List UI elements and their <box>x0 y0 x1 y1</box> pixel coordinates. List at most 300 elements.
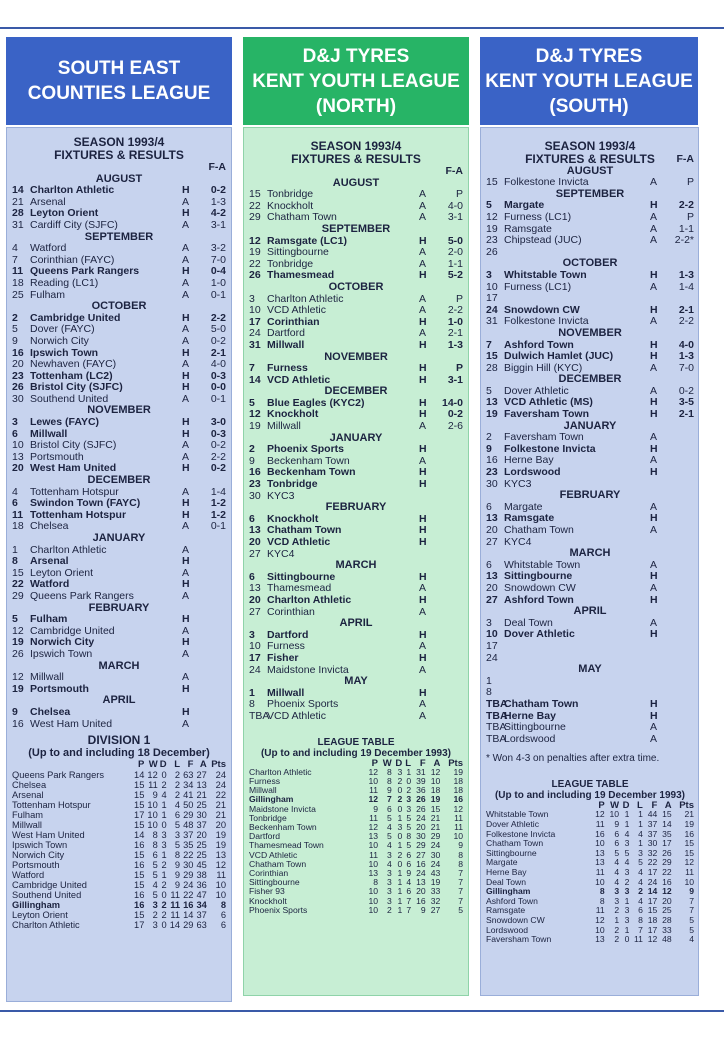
fixture-opponent <box>504 687 650 699</box>
fixture-score: 4-0 <box>447 199 463 212</box>
fixtures-list <box>12 174 226 731</box>
table-cell: 27 <box>430 904 441 915</box>
fixture-date: 17 <box>486 639 498 652</box>
table-cell: 36 <box>416 785 426 796</box>
table-cell: 4 <box>614 876 620 887</box>
fixture-date: 13 <box>249 524 261 537</box>
fixture-score <box>437 572 463 584</box>
fixture-opponent: Fulham <box>30 614 68 626</box>
fixture-venue: A <box>419 188 427 201</box>
fixture-score <box>437 641 463 653</box>
table-cell: 7 <box>406 895 412 906</box>
table-cell: 16 <box>662 876 672 887</box>
table-cell: 8 <box>638 915 643 925</box>
table-cell: 6 <box>406 858 412 869</box>
team-name: Chatham Town <box>249 858 307 869</box>
fixture-venue: A <box>419 698 427 711</box>
fixture-row <box>486 583 694 595</box>
fixture-opponent: KYC3 <box>504 478 532 490</box>
table-row <box>249 906 463 915</box>
fixture-venue: A <box>419 605 427 618</box>
fixture-venue: A <box>419 709 427 722</box>
table-cell: 19 <box>215 830 226 841</box>
table-cell: 25 <box>662 905 672 916</box>
fixture-row <box>486 676 694 688</box>
table-cell: 1 <box>406 766 412 777</box>
fixture-venue <box>650 247 668 259</box>
table-cell: 3 <box>624 905 630 916</box>
fixture-opponent: Sittingbourne <box>504 722 566 734</box>
fixture-row <box>249 409 463 421</box>
table-cell: 14 <box>662 819 672 830</box>
fixture-row <box>12 440 226 452</box>
table-cell: 13 <box>595 934 605 945</box>
team-name: Maidstone Invicta <box>249 803 316 814</box>
table-row <box>12 780 226 790</box>
fixture-venue: H <box>182 369 190 382</box>
team-name: Chatham Town <box>486 838 544 849</box>
table-cell: 4 <box>624 828 630 839</box>
fixture-date: 30 <box>486 477 498 490</box>
fixture-score: 7-0 <box>678 361 694 374</box>
fixture-date: 6 <box>12 427 18 440</box>
fixture-row <box>486 618 694 630</box>
fixtures-title: FIXTURES & RESULTS <box>525 152 655 166</box>
fixtures-list <box>249 178 463 723</box>
table-row <box>12 810 226 820</box>
fixture-score <box>200 579 226 591</box>
table-cell: 1 <box>397 867 403 878</box>
table-cell: 5 <box>406 840 412 851</box>
fixture-venue: A <box>650 361 658 374</box>
table-cell: 0 <box>161 920 167 931</box>
fixture-date: 6 <box>249 570 255 583</box>
table-cell: 3 <box>638 847 643 858</box>
header-line: (NORTH) <box>315 95 397 117</box>
header-kent-south <box>480 37 698 125</box>
fixture-venue: A <box>182 671 190 684</box>
fixture-venue: H <box>182 265 190 278</box>
table-cell: 3 <box>624 886 630 897</box>
fixture-date: 8 <box>249 698 255 711</box>
fixture-row <box>486 200 694 212</box>
fixture-date: 3 <box>249 628 255 641</box>
fixture-venue: A <box>182 485 190 498</box>
fixture-date: 13 <box>486 512 498 525</box>
fixture-score <box>200 684 226 696</box>
table-cell: 3 <box>386 867 392 878</box>
table-cell: 41 <box>183 790 194 801</box>
fixture-date: 9 <box>249 454 255 467</box>
table-row <box>12 870 226 880</box>
fixture-venue: H <box>419 396 427 409</box>
fixture-venue: H <box>419 466 427 479</box>
table-cell: 34 <box>196 900 207 911</box>
fixture-score <box>437 699 463 711</box>
fixture-opponent: Faversham Town <box>504 409 589 421</box>
fixture-opponent: Tonbridge <box>267 189 314 201</box>
month-heading: JANUARY <box>92 532 146 544</box>
table-row <box>12 910 226 920</box>
fixture-opponent: Folkestone Invicta <box>504 177 589 189</box>
table-cell: 26 <box>416 803 426 814</box>
table-cell: 2 <box>161 880 167 891</box>
fixture-venue: A <box>182 624 190 637</box>
fixture-score <box>200 637 226 649</box>
fixture-score: 2-2* <box>674 234 694 247</box>
table-row <box>12 830 226 840</box>
fixture-venue: H <box>419 651 427 664</box>
team-name: Folkestone Invicta <box>486 828 556 839</box>
fixture-date: 8 <box>486 686 492 699</box>
table-column-header: D <box>622 799 630 811</box>
table-cell: 25 <box>196 850 207 861</box>
table-cell: 0 <box>161 770 167 781</box>
fixture-score: P <box>686 176 694 189</box>
fixture-venue: A <box>419 663 427 676</box>
fixture-opponent: Millwall <box>30 672 64 684</box>
fixture-row <box>249 456 463 468</box>
fixture-venue: A <box>182 392 190 405</box>
table-cell: 11 <box>369 785 379 796</box>
table-row <box>12 840 226 850</box>
fixture-date: 23 <box>486 234 498 247</box>
table-cell: 9 <box>174 870 181 881</box>
fixture-date: 4 <box>12 485 18 498</box>
table-cell: 11 <box>369 812 379 823</box>
fixture-venue: H <box>419 443 427 456</box>
table-cell: 4 <box>638 867 643 878</box>
fixture-date: 13 <box>249 582 261 595</box>
table-cell: 20 <box>196 830 207 841</box>
fixture-opponent: Millwall <box>30 428 68 440</box>
fixture-venue <box>650 676 668 688</box>
fixture-score <box>200 556 226 568</box>
fixture-score <box>668 618 694 630</box>
fixture-opponent: Margate <box>504 200 545 212</box>
fixture-opponent: Portsmouth <box>30 451 84 463</box>
fixture-opponent: Fulham <box>30 289 66 301</box>
fixture-opponent: Thamesmead <box>267 583 332 595</box>
table-cell: 27 <box>196 770 207 781</box>
header-line: SOUTH EAST <box>57 58 181 79</box>
table-cell: 6 <box>152 850 158 861</box>
team-name: Dartford <box>249 831 281 842</box>
fixture-opponent: Cambridge United <box>30 625 115 637</box>
page-frame <box>0 27 724 1012</box>
table-cell: 11 <box>148 780 158 791</box>
fixture-date: 31 <box>486 315 498 328</box>
team-name: Norwich City <box>12 850 65 861</box>
team-name: Millwall <box>12 820 42 831</box>
table-cell: 10 <box>368 840 379 851</box>
fixture-score: 2-1 <box>447 327 463 340</box>
table-cell: 30 <box>647 838 658 849</box>
table-cell: 29 <box>662 857 672 868</box>
team-name: Fisher 93 <box>249 886 285 897</box>
fixture-opponent: Folkestone Invicta <box>504 443 596 455</box>
fixture-date: TBA <box>486 732 507 745</box>
fixture-opponent <box>504 293 650 305</box>
fixture-venue: H <box>650 442 658 455</box>
table-cell: 3 <box>161 840 167 851</box>
fixture-score <box>200 591 226 603</box>
fixture-score: 1-0 <box>447 315 463 328</box>
fixture-opponent: Southend United <box>30 393 109 405</box>
table-cell: 4 <box>638 828 643 839</box>
fixture-opponent: Snowdown CW <box>504 582 576 594</box>
fixture-venue: A <box>650 280 658 293</box>
fixture-venue: H <box>650 593 658 606</box>
table-cell: 5 <box>624 847 630 858</box>
table-cell: 30 <box>196 810 207 821</box>
fixture-date: 8 <box>12 555 18 568</box>
fixture-opponent: Whitstable Town <box>504 559 581 571</box>
table-cell: 5 <box>689 924 694 935</box>
table-cell: 0 <box>406 775 412 786</box>
fixture-row <box>12 266 226 278</box>
table-cell: 37 <box>196 910 207 921</box>
fixture-score <box>668 537 694 549</box>
fixture-date: 27 <box>486 593 498 606</box>
fixture-venue: H <box>419 593 427 606</box>
table-cell: 0 <box>161 890 167 901</box>
fixture-opponent: West Ham United <box>30 463 117 475</box>
month-heading: APRIL <box>339 617 373 630</box>
fixture-date: 1 <box>249 686 255 699</box>
fixture-date: TBA <box>249 709 270 722</box>
table-cell: 3 <box>386 877 392 888</box>
fixture-venue: H <box>182 207 190 220</box>
table-cell: 0 <box>397 803 403 814</box>
fixture-date: 9 <box>12 334 18 347</box>
table-cell: 1 <box>624 895 630 906</box>
season-title: SEASON 1993/4 <box>544 139 636 153</box>
header-line: D&J TYRES <box>302 45 410 67</box>
table-cell: 9 <box>174 880 181 891</box>
fixture-opponent: Lewes (FAYC) <box>30 417 100 429</box>
fixture-score <box>437 688 463 700</box>
fixture-date: 12 <box>249 408 261 421</box>
table-cell: 20 <box>215 820 226 831</box>
table-cell: 1 <box>638 809 643 820</box>
table-cell: 5 <box>458 904 463 915</box>
table-cell: 1 <box>624 819 630 830</box>
table-cell: 14 <box>169 920 181 931</box>
fixture-venue: A <box>182 566 190 579</box>
table-cell: 16 <box>453 794 463 805</box>
fixture-score <box>437 514 463 526</box>
table-cell: 16 <box>183 900 194 911</box>
table-cell: 2 <box>161 900 167 911</box>
fixture-row <box>486 293 694 305</box>
fixture-venue: A <box>182 358 190 371</box>
table-cell: 12 <box>595 809 605 820</box>
header-line: COUNTIES LEAGUE <box>27 83 211 104</box>
table-cell: 5 <box>638 857 643 868</box>
fixture-date: 16 <box>249 466 261 479</box>
team-name: Sittingbourne <box>486 847 537 858</box>
fixture-row <box>486 734 694 746</box>
table-cell: 4 <box>689 934 694 945</box>
fixture-score <box>668 432 694 444</box>
fixture-score: 2-1 <box>678 408 694 421</box>
fixture-venue: H <box>182 497 190 510</box>
table-column-header: A <box>199 759 207 771</box>
fixture-score <box>668 641 694 653</box>
fixture-row <box>12 649 226 661</box>
fixture-opponent: Norwich City <box>30 637 95 649</box>
fixture-venue: A <box>182 323 190 336</box>
table-cell: 6 <box>174 810 181 821</box>
fixture-date: 22 <box>12 578 24 591</box>
team-name: Tonbridge <box>249 812 287 823</box>
fixture-opponent: Deal Town <box>504 617 553 629</box>
fixture-opponent: KYC3 <box>267 490 295 502</box>
fixture-date: 27 <box>249 605 261 618</box>
table-cell: 21 <box>215 800 226 811</box>
fixture-opponent: Leyton Orient <box>30 567 94 579</box>
fixture-opponent: Dover Athletic <box>504 385 569 397</box>
fixture-score <box>200 614 226 626</box>
table-cell: 17 <box>662 838 672 849</box>
fixture-score: 2-1 <box>210 346 226 359</box>
fixtures-panel <box>243 127 469 996</box>
table-row <box>12 900 226 910</box>
fixture-venue: H <box>182 381 190 394</box>
table-cell: 0 <box>397 831 403 842</box>
fixture-score: 3-1 <box>210 218 226 231</box>
table-column-header: P <box>598 799 605 811</box>
fixture-opponent: Charlton Athletic <box>267 594 352 606</box>
table-cell: 10 <box>609 809 620 820</box>
fixture-venue: A <box>182 276 190 289</box>
fixture-score: 2-2 <box>210 311 226 324</box>
fixture-row <box>249 630 463 642</box>
fixture-date: 19 <box>12 636 24 649</box>
table-cell: 31 <box>416 766 426 777</box>
fixture-opponent: Corinthian <box>267 606 315 618</box>
fixture-date: 15 <box>486 350 498 363</box>
team-name: Gillingham <box>12 900 61 911</box>
table-cell: 20 <box>662 895 672 906</box>
table-cell: 10 <box>215 880 226 891</box>
table-cell: 10 <box>368 904 379 915</box>
table-cell: 21 <box>196 790 207 801</box>
fixture-score: 0-2 <box>678 384 694 397</box>
table-cell: 10 <box>595 876 605 887</box>
team-name: Charlton Athletic <box>12 920 80 931</box>
fixture-venue: A <box>182 288 190 301</box>
table-cell: 13 <box>368 867 379 878</box>
fixture-opponent: Tonbridge <box>267 479 318 491</box>
month-heading: DECEMBER <box>324 385 388 398</box>
table-cell: 2 <box>614 924 620 935</box>
table-cell: 47 <box>196 890 207 901</box>
table-cell: 1 <box>397 877 403 888</box>
table-title: LEAGUE TABLE <box>551 778 629 790</box>
month-heading: DECEMBER <box>558 373 622 386</box>
fixture-date: 13 <box>486 396 498 409</box>
fixture-score <box>668 734 694 746</box>
fixture-venue: H <box>419 686 427 699</box>
fixture-venue: A <box>650 210 658 223</box>
table-cell: 43 <box>430 867 441 878</box>
fixture-score <box>668 583 694 595</box>
fixture-score: 1-4 <box>210 485 226 498</box>
fixture-date: 19 <box>486 222 498 235</box>
team-name: Arsenal <box>12 790 44 801</box>
table-cell: 10 <box>147 800 158 811</box>
fixture-row <box>249 317 463 329</box>
fixture-opponent: VCD Athletic <box>267 305 326 317</box>
fixture-date: 14 <box>12 184 24 197</box>
fixture-opponent: VCD Athletic <box>267 537 331 548</box>
table-column-header: F <box>419 757 426 769</box>
fixture-row <box>486 699 694 711</box>
fixture-score <box>668 653 694 665</box>
fixture-opponent: VCD Athletic <box>267 710 326 722</box>
table-cell: 3 <box>386 895 392 906</box>
table-cell: 50 <box>183 800 194 811</box>
fixture-opponent: Ashford Town <box>504 594 574 606</box>
table-cell: 16 <box>416 895 426 906</box>
table-cell: 1 <box>397 904 403 915</box>
table-cell: 10 <box>595 924 605 935</box>
fixture-opponent: Chelsea <box>30 706 71 718</box>
table-cell: 15 <box>134 800 145 811</box>
fixture-date: 2 <box>249 443 255 456</box>
fixture-row <box>249 572 463 584</box>
fixture-venue: A <box>419 454 427 467</box>
fixture-row <box>12 278 226 290</box>
table-cell: 17 <box>134 810 145 821</box>
fixture-date: 20 <box>486 581 498 594</box>
table-cell: 2 <box>406 785 412 796</box>
table-cell: 1 <box>624 924 630 935</box>
fixture-date: 14 <box>249 373 261 386</box>
table-cell: 2 <box>161 780 167 791</box>
table-cell: 2 <box>386 904 392 915</box>
fixture-row <box>12 382 226 394</box>
fixture-venue: H <box>182 311 190 324</box>
table-cell: 8 <box>220 900 226 911</box>
fixture-score: 0-3 <box>210 369 226 382</box>
table-cell: 1 <box>624 809 630 820</box>
table-cell: 2 <box>638 886 643 897</box>
fixture-row <box>12 371 226 383</box>
fixture-score <box>200 649 226 661</box>
table-cell: 2 <box>161 860 167 871</box>
table-cell: 27 <box>416 849 426 860</box>
table-cell: 5 <box>386 812 392 823</box>
fixture-date: 20 <box>12 358 24 371</box>
season-title: SEASON 1993/4 <box>310 139 402 153</box>
fixture-venue: H <box>182 462 190 475</box>
fa-column-label: F-A <box>445 165 463 177</box>
fixture-score: 1-2 <box>210 508 226 521</box>
fixture-date: 5 <box>12 323 18 336</box>
month-heading: FEBRUARY <box>325 501 387 514</box>
table-cell: 8 <box>152 840 158 851</box>
fixture-opponent: Portsmouth <box>30 683 89 695</box>
fixture-score <box>437 444 463 456</box>
fixture-date: 6 <box>486 558 492 571</box>
fixture-row <box>249 595 463 607</box>
fixture-opponent: Newhaven (FAYC) <box>30 359 117 371</box>
fixture-venue: A <box>182 520 190 533</box>
table-cell: 24 <box>183 880 194 891</box>
